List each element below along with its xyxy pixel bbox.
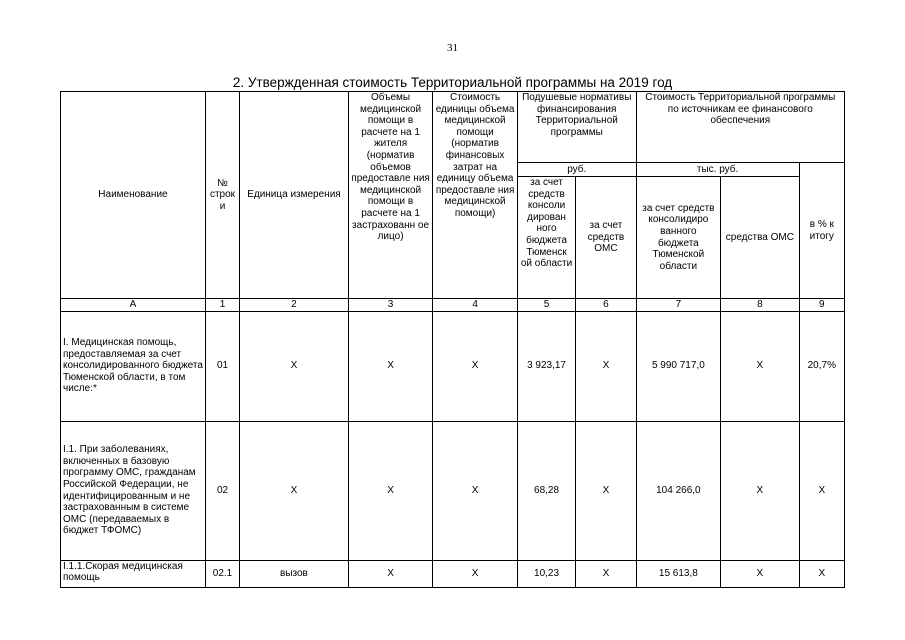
index-cell: 6 (576, 299, 636, 312)
table-row (61, 560, 845, 587)
row-number: 01 (205, 311, 239, 421)
row-percent: Х (799, 421, 844, 560)
header-regional-budget-cost: за счет средств консолидиро ванного бюджета Тюменской области (636, 177, 721, 299)
row-unit: вызов (240, 560, 349, 587)
header-percent: в % к итогу (799, 163, 844, 299)
index-cell: А (61, 299, 206, 312)
row-total-budget: 5 990 717,0 (636, 311, 721, 421)
header-row-number: № строк и (205, 92, 239, 299)
row-unit-cost: Х (433, 560, 518, 587)
index-cell: 1 (205, 299, 239, 312)
row-number: 02.1 (205, 560, 239, 587)
index-cell: 7 (636, 299, 721, 312)
row-total-budget: 104 266,0 (636, 421, 721, 560)
row-percent: Х (799, 560, 844, 587)
row-unit: Х (240, 421, 349, 560)
row-regional-budget: 10,23 (517, 560, 575, 587)
row-total-oms: Х (721, 311, 799, 421)
row-volume: Х (348, 311, 433, 421)
index-cell: 8 (721, 299, 799, 312)
header-thousand-rub: тыс. руб. (636, 163, 799, 177)
row-regional-budget: 3 923,17 (517, 311, 575, 421)
header-unit-cost: Стоимость единицы объема медицинской помощи (норматив финансовых затрат на единицу объема предоставле ния медицинской помощи) (433, 92, 518, 299)
index-row (61, 299, 845, 312)
header-rub: руб. (517, 163, 636, 177)
header-unit: Единица измерения (240, 92, 349, 299)
row-total-budget: 15 613,8 (636, 560, 721, 587)
index-cell: 4 (433, 299, 518, 312)
header-oms-funds: средства ОМС (721, 177, 799, 299)
row-unit-cost: Х (433, 311, 518, 421)
row-regional-budget: 68,28 (517, 421, 575, 560)
header-name: Наименование (61, 92, 206, 299)
header-volume: Объемы медицинской помощи в расчете на 1 жителя (норматив объемов предоставле ния медицинской помощи в расчете на 1 застрахованн ое лицо) (348, 92, 433, 299)
row-number: 02 (205, 421, 239, 560)
row-oms: Х (576, 311, 636, 421)
row-total-oms: Х (721, 421, 799, 560)
row-percent: 20,7% (799, 311, 844, 421)
row-name: I. Медицинская помощь, предоставляемая за счет консолидированного бюджета Тюменской области, в том числе:* (61, 311, 206, 421)
row-unit-cost: Х (433, 421, 518, 560)
header-program-cost: Стоимость Территориальной программы по источникам ее финансового обеспечения (636, 92, 844, 163)
header-regional-budget: за счет средств консоли дирован ного бюджета Тюменск ой области (517, 177, 575, 299)
cost-table (60, 91, 845, 588)
row-oms: Х (576, 421, 636, 560)
row-volume: Х (348, 421, 433, 560)
row-volume: Х (348, 560, 433, 587)
header-per-capita: Подушевые нормативы финансирования Территориальной программы (517, 92, 636, 163)
row-name: I.1. При заболеваниях, включенных в базовую программу ОМС, гражданам Российской Федерации, не идентифицированным и не застрахованным в системе ОМС (передаваемых в бюджет ТФОМС) (61, 421, 206, 560)
index-cell: 2 (240, 299, 349, 312)
page-number: 31 (447, 42, 458, 54)
index-cell: 9 (799, 299, 844, 312)
row-total-oms: Х (721, 560, 799, 587)
index-cell: 5 (517, 299, 575, 312)
row-unit: Х (240, 311, 349, 421)
header-oms: за счет средств ОМС (576, 177, 636, 299)
table-row (61, 421, 845, 560)
row-name: I.1.1.Скорая медицинская помощь (61, 560, 206, 587)
table-row (61, 311, 845, 421)
row-oms: Х (576, 560, 636, 587)
index-cell: 3 (348, 299, 433, 312)
page-title: 2. Утвержденная стоимость Территориальной программы на 2019 год (232, 75, 673, 90)
